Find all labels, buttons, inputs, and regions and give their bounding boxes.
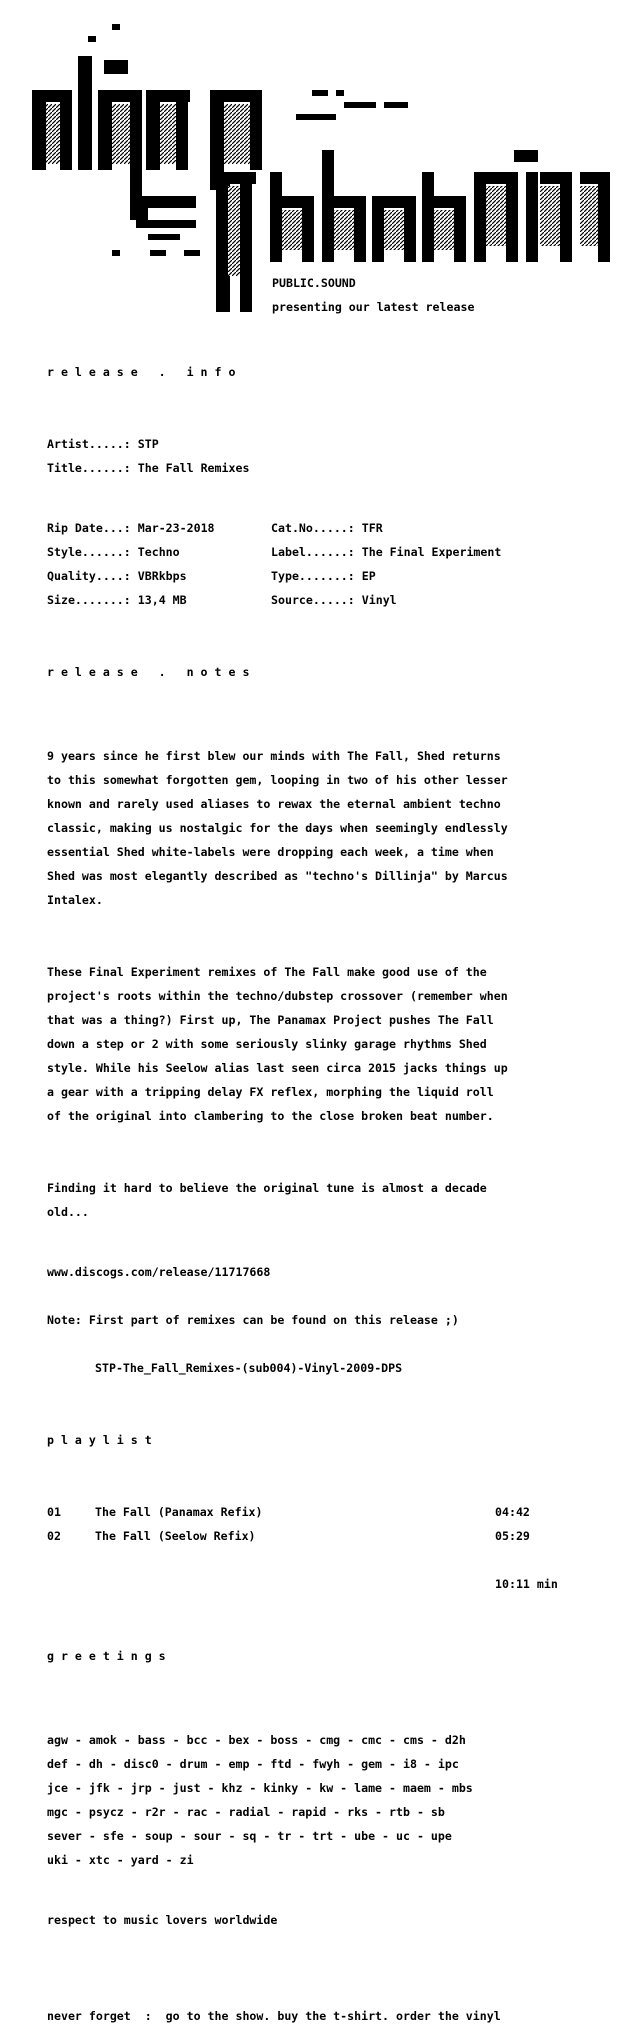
notes-line: of the original into clambering to the close broken beat number.	[47, 1109, 494, 1123]
title-label: Title......:	[47, 461, 131, 475]
catno-value: TFR	[361, 521, 383, 535]
greetings-line: def - dh - disc0 - drum - emp - ftd - fwyh - gem - i8 - ipc	[47, 1757, 459, 1771]
greetings-line: uki - xtc - yard - zi	[47, 1853, 194, 1867]
artist-value: STP	[137, 437, 159, 451]
notes-line: project's roots within the techno/dubstep crossover (remember when	[47, 989, 508, 1003]
artist-row	[47, 438, 617, 450]
type-value: EP	[361, 569, 376, 583]
track-row	[47, 1530, 617, 1542]
track-number: 01	[47, 1505, 61, 1519]
release-info-heading: r e l e a s e . i n f o	[47, 365, 236, 379]
footer-motto: never forget : go to the show. buy the t-shirt. order the vinyl	[47, 2009, 501, 2023]
logo-wordmark: PUBLIC.SOUND	[272, 276, 356, 290]
notes-line: that was a thing?) First up, The Panamax Project pushes The Fall	[47, 1013, 494, 1027]
greetings-list	[47, 1722, 617, 1878]
rip-date-label: Rip Date...:	[47, 521, 131, 535]
rip-date-value: Mar-23-2018	[137, 521, 215, 535]
notes-line: Finding it hard to believe the original tune is almost a decade	[47, 1181, 487, 1195]
playlist-total-row	[47, 1578, 617, 1590]
notes-line: to this somewhat forgotten gem, looping in two of his other lesser	[47, 773, 508, 787]
note-line: Note: First part of remixes can be found on this release ;)	[47, 1313, 459, 1327]
notes-paragraph-2	[47, 954, 617, 1134]
notes-line: classic, making us nostalgic for the days when seemingly endlessly	[47, 821, 508, 835]
source-label: Source.....:	[271, 593, 355, 607]
greetings-line: jce - jfk - jrp - just - khz - kinky - kw - lame - maem - mbs	[47, 1781, 473, 1795]
playlist-total: 10:11 min	[495, 1577, 558, 1591]
quality-value: VBRkbps	[137, 569, 187, 583]
style-value: Techno	[137, 545, 180, 559]
track-title: The Fall (Panamax Refix)	[95, 1505, 263, 1519]
notes-line: essential Shed white-labels were dropping each week, a time when	[47, 845, 494, 859]
style-label: Style......:	[47, 545, 131, 559]
respect-line: respect to music lovers worldwide	[47, 1913, 278, 1927]
quality-row	[47, 570, 617, 582]
nfo-body	[47, 354, 617, 2034]
type-label: Type.......:	[271, 569, 355, 583]
label-label: Label......:	[271, 545, 355, 559]
size-row	[47, 594, 617, 606]
greetings-line: agw - amok - bass - bcc - bex - boss - cmg - cmc - cms - d2h	[47, 1733, 466, 1747]
label-value: The Final Experiment	[361, 545, 502, 559]
rip-date-row	[47, 522, 617, 534]
notes-line: down a step or 2 with some seriously slinky garage rhythms Shed	[47, 1037, 487, 1051]
playlist-heading: p l a y l i s t	[47, 1433, 152, 1447]
title-value: The Fall Remixes	[137, 461, 250, 475]
greetings-line: sever - sfe - soup - sour - sq - tr - trt - ube - uc - upe	[47, 1829, 452, 1843]
notes-line: Shed was most elegantly described as "techno's Dillinja" by Marcus	[47, 869, 508, 883]
catno-label: Cat.No.....:	[271, 521, 355, 535]
notes-paragraph-3	[47, 1170, 617, 1230]
release-notes-heading: r e l e a s e . n o t e s	[47, 665, 250, 679]
greetings-line: mgc - psycz - r2r - rac - radial - rapid - rks - rtb - sb	[47, 1805, 445, 1819]
artist-label: Artist.....:	[47, 437, 131, 451]
notes-line: Intalex.	[47, 893, 103, 907]
notes-line: style. While his Seelow alias last seen circa 2015 jacks things up	[47, 1061, 508, 1075]
quality-label: Quality....:	[47, 569, 131, 583]
style-row	[47, 546, 617, 558]
source-value: Vinyl	[361, 593, 397, 607]
note-release-name: STP-The_Fall_Remixes-(sub004)-Vinyl-2009-DPS	[95, 1361, 403, 1375]
size-label: Size.......:	[47, 593, 131, 607]
greetings-heading: g r e e t i n g s	[47, 1649, 166, 1663]
notes-line: known and rarely used aliases to rewax the eternal ambient techno	[47, 797, 501, 811]
notes-line: These Final Experiment remixes of The Fall make good use of the	[47, 965, 487, 979]
notes-line: a gear with a tripping delay FX reflex, morphing the liquid roll	[47, 1085, 494, 1099]
discogs-link[interactable]: www.discogs.com/release/11717668	[47, 1265, 271, 1279]
title-row	[47, 462, 617, 474]
track-title: The Fall (Seelow Refix)	[95, 1529, 256, 1543]
notes-line: 9 years since he first blew our minds with The Fall, Shed returns	[47, 749, 501, 763]
track-time: 05:29	[495, 1529, 530, 1543]
logo-tagline: presenting our latest release	[272, 300, 475, 314]
notes-line: old...	[47, 1205, 89, 1219]
track-number: 02	[47, 1529, 61, 1543]
track-time: 04:42	[495, 1505, 530, 1519]
notes-paragraph-1	[47, 738, 617, 918]
track-row	[47, 1506, 617, 1518]
size-value: 13,4 MB	[137, 593, 187, 607]
